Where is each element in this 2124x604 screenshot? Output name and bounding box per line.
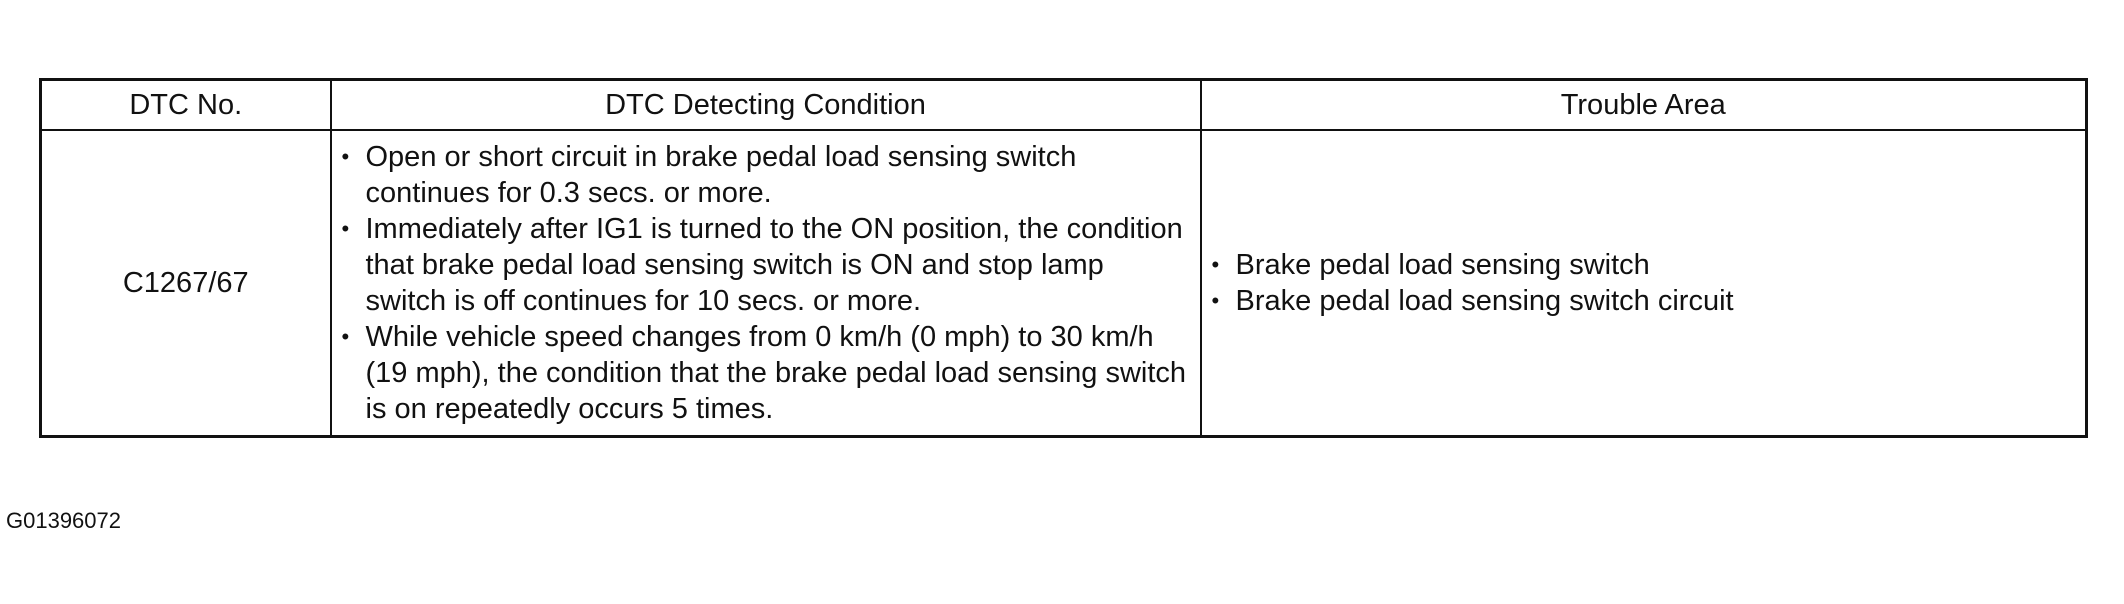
condition-list (338, 139, 1190, 427)
trouble-area-cell (1201, 130, 2087, 437)
trouble-area-text: Brake pedal load sensing switch circuit (1235, 285, 1734, 317)
bullet-icon: • (341, 324, 350, 349)
bullet-icon: • (341, 216, 350, 241)
condition-item (338, 319, 1190, 427)
condition-item (338, 139, 1190, 211)
detecting-condition-cell (331, 130, 1201, 437)
trouble-area-item (1208, 247, 2076, 283)
trouble-area-item (1208, 283, 2076, 319)
condition-text: While vehicle speed changes from 0 km/h (0 mph) to 30 km/h (19 mph), the condition that the brake pedal load sensing switch is on repeatedly occurs 5 times. (365, 321, 1187, 425)
trouble-area-text: Brake pedal load sensing switch (1235, 249, 1650, 281)
condition-text: Immediately after IG1 is turned to the ON position, the condition that brake pedal load sensing switch is ON and stop lamp switch is off continues for 10 secs. or more. (365, 213, 1183, 317)
bullet-icon: • (341, 144, 350, 169)
bullet-icon: • (1211, 288, 1220, 313)
bullet-icon: • (1211, 252, 1220, 277)
trouble-area-list (1208, 247, 2076, 319)
header-dtc-no: DTC No. (41, 80, 331, 131)
figure-id: G01396072 (6, 508, 121, 533)
table-row (41, 130, 2087, 437)
dtc-table (39, 78, 2088, 438)
header-detecting-condition: DTC Detecting Condition (331, 80, 1201, 131)
dtc-code: C1267/67 (41, 130, 331, 437)
table-header-row (41, 80, 2087, 131)
header-trouble-area: Trouble Area (1201, 80, 2087, 131)
condition-item (338, 211, 1190, 319)
condition-text: Open or short circuit in brake pedal load sensing switch continues for 0.3 secs. or more. (365, 141, 1077, 209)
